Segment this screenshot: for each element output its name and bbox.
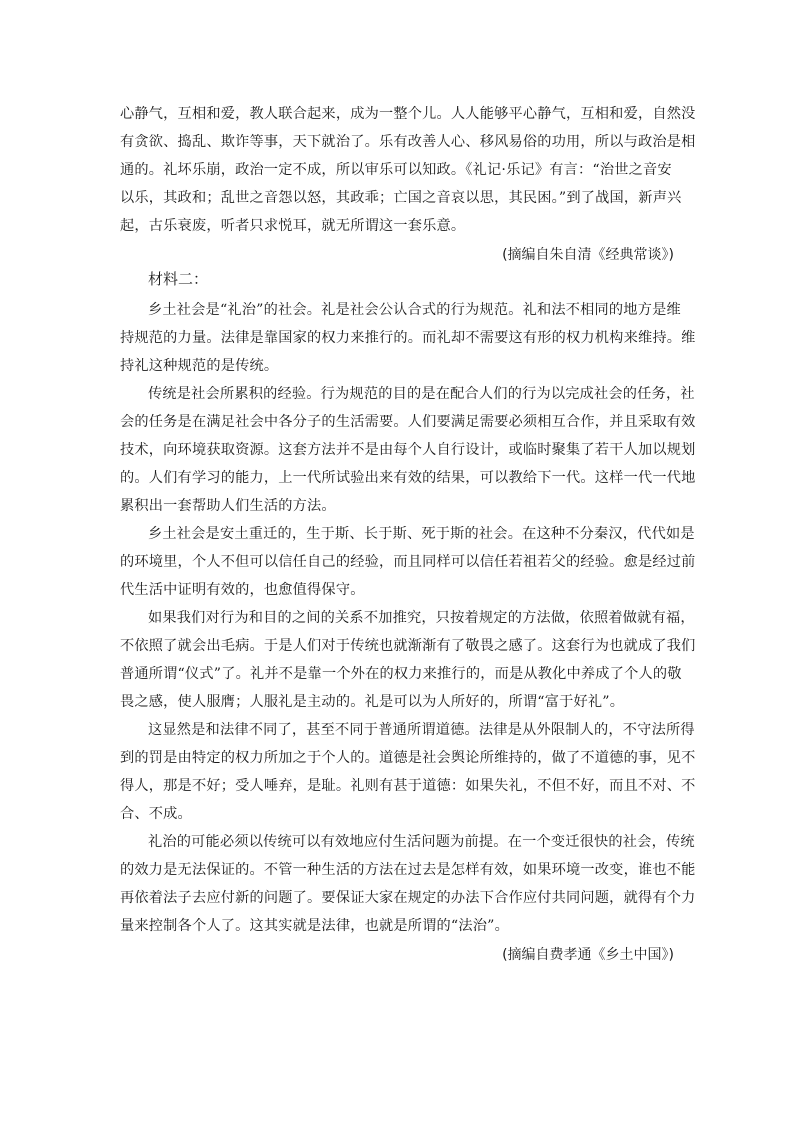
text-line: 畏之感，使人服膺；人服礼是主动的。礼是可以为人所好的，所谓“富于好礼”。 xyxy=(120,694,625,710)
text-line: 乡土社会是安土重迁的，生于斯、长于斯、死于斯的社会。在这种不分秦汉，代代如是 xyxy=(148,526,695,542)
text-line: 会的任务是在满足社会中各分子的生活需要。人们要满足需要必须相互合作，并且采取有效 xyxy=(120,414,696,430)
text-line: 持规范的力量。法律是靠国家的权力来推行的。而礼却不需要这有形的权力机构来维持。维 xyxy=(120,330,696,346)
text-line: 起，古乐衰废，听者只求悦耳，就无所谓这一套乐意。 xyxy=(120,218,466,234)
text-line: 有贪欲、捣乱、欺诈等事，天下就治了。乐有改善人心、移风易俗的功用，所以与政治是相 xyxy=(120,134,696,150)
material-two-text xyxy=(120,296,696,940)
text-line: 持礼这种规范的是传统。 xyxy=(120,358,279,374)
text-line: 不依照了就会出毛病。于是人们对于传统也就渐渐有了敬畏之感了。这套行为也就成了我们 xyxy=(120,638,696,654)
text-line: 再依着法子去应付新的问题了。要保证大家在规定的办法下合作应付共同问题，就得有个力 xyxy=(120,890,696,906)
text-line: 普通所谓“仪式”了。礼并不是靠一个外在的权力来推行的，而是从教化中养成了个人的敬 xyxy=(120,666,682,682)
text-line: 到的罚是由特定的权力所加之于个人的。道德是社会舆论所维持的，做了不道德的事，见不 xyxy=(120,750,696,766)
text-line: 传统是社会所累积的经验。行为规范的目的是在配合人们的行为以完成社会的任务，社 xyxy=(148,386,695,402)
material-two-source: (摘编自费孝通《乡土中国》) xyxy=(502,947,674,963)
text-line: 如果我们对行为和目的之间的关系不加推究，只按着规定的方法做，依照着做就有福， xyxy=(148,610,695,626)
text-line: 这显然是和法律不同了，甚至不同于普通所谓道德。法律是从外限制人的，不守法所得 xyxy=(148,722,695,738)
text-line: 心静气，互相和爱，教人联合起来，成为一整个儿。人人能够平心静气，互相和爱，自然没 xyxy=(120,106,696,122)
text-line: 乡土社会是“礼治”的社会。礼是社会公认合式的行为规范。礼和法不相同的地方是维 xyxy=(148,302,681,318)
text-line: 累积出一套帮助人们生活的方法。 xyxy=(120,498,336,514)
text-line: 得人，那是不好；受人唾弃，是耻。礼则有甚于道德：如果失礼，不但不好，而且不对、不 xyxy=(120,778,696,794)
text-line: 技术，向环境获取资源。这套方法并不是由每个人自行设计，或临时聚集了若干人加以规划 xyxy=(120,442,696,458)
text-line: 的环境里，个人不但可以信任自己的经验，而且同样可以信任若祖若父的经验。愈是经过前 xyxy=(120,554,696,570)
text-line: 礼治的可能必须以传统可以有效地应付生活问题为前提。在一个变迁很快的社会，传统 xyxy=(148,834,695,850)
text-line: 以乐，其政和；乱世之音怨以怒，其政乖；亡国之音哀以思，其民困。”到了战国，新声兴 xyxy=(120,190,682,206)
text-line: 合、不成。 xyxy=(120,806,192,822)
material-one-text xyxy=(120,100,696,240)
material-one-source: (摘编自朱自清《经典常谈》) xyxy=(502,247,674,263)
text-line: 量来控制各个人了。这其实就是法律，也就是所谓的“法治”。 xyxy=(120,918,509,934)
material-two-heading: 材料二： xyxy=(148,270,209,288)
text-line: 代生活中证明有效的，也愈值得保守。 xyxy=(120,582,365,598)
text-line: 的效力是无法保证的。不管一种生活的方法在过去是怎样有效，如果环境一改变，谁也不能 xyxy=(120,862,696,878)
text-line: 通的。礼坏乐崩，政治一定不成，所以审乐可以知政。《礼记·乐记》有言：“治世之音安 xyxy=(120,162,672,178)
text-line: 的。人们有学习的能力，上一代所试验出来有效的结果，可以教给下一代。这样一代一代地 xyxy=(120,470,696,486)
